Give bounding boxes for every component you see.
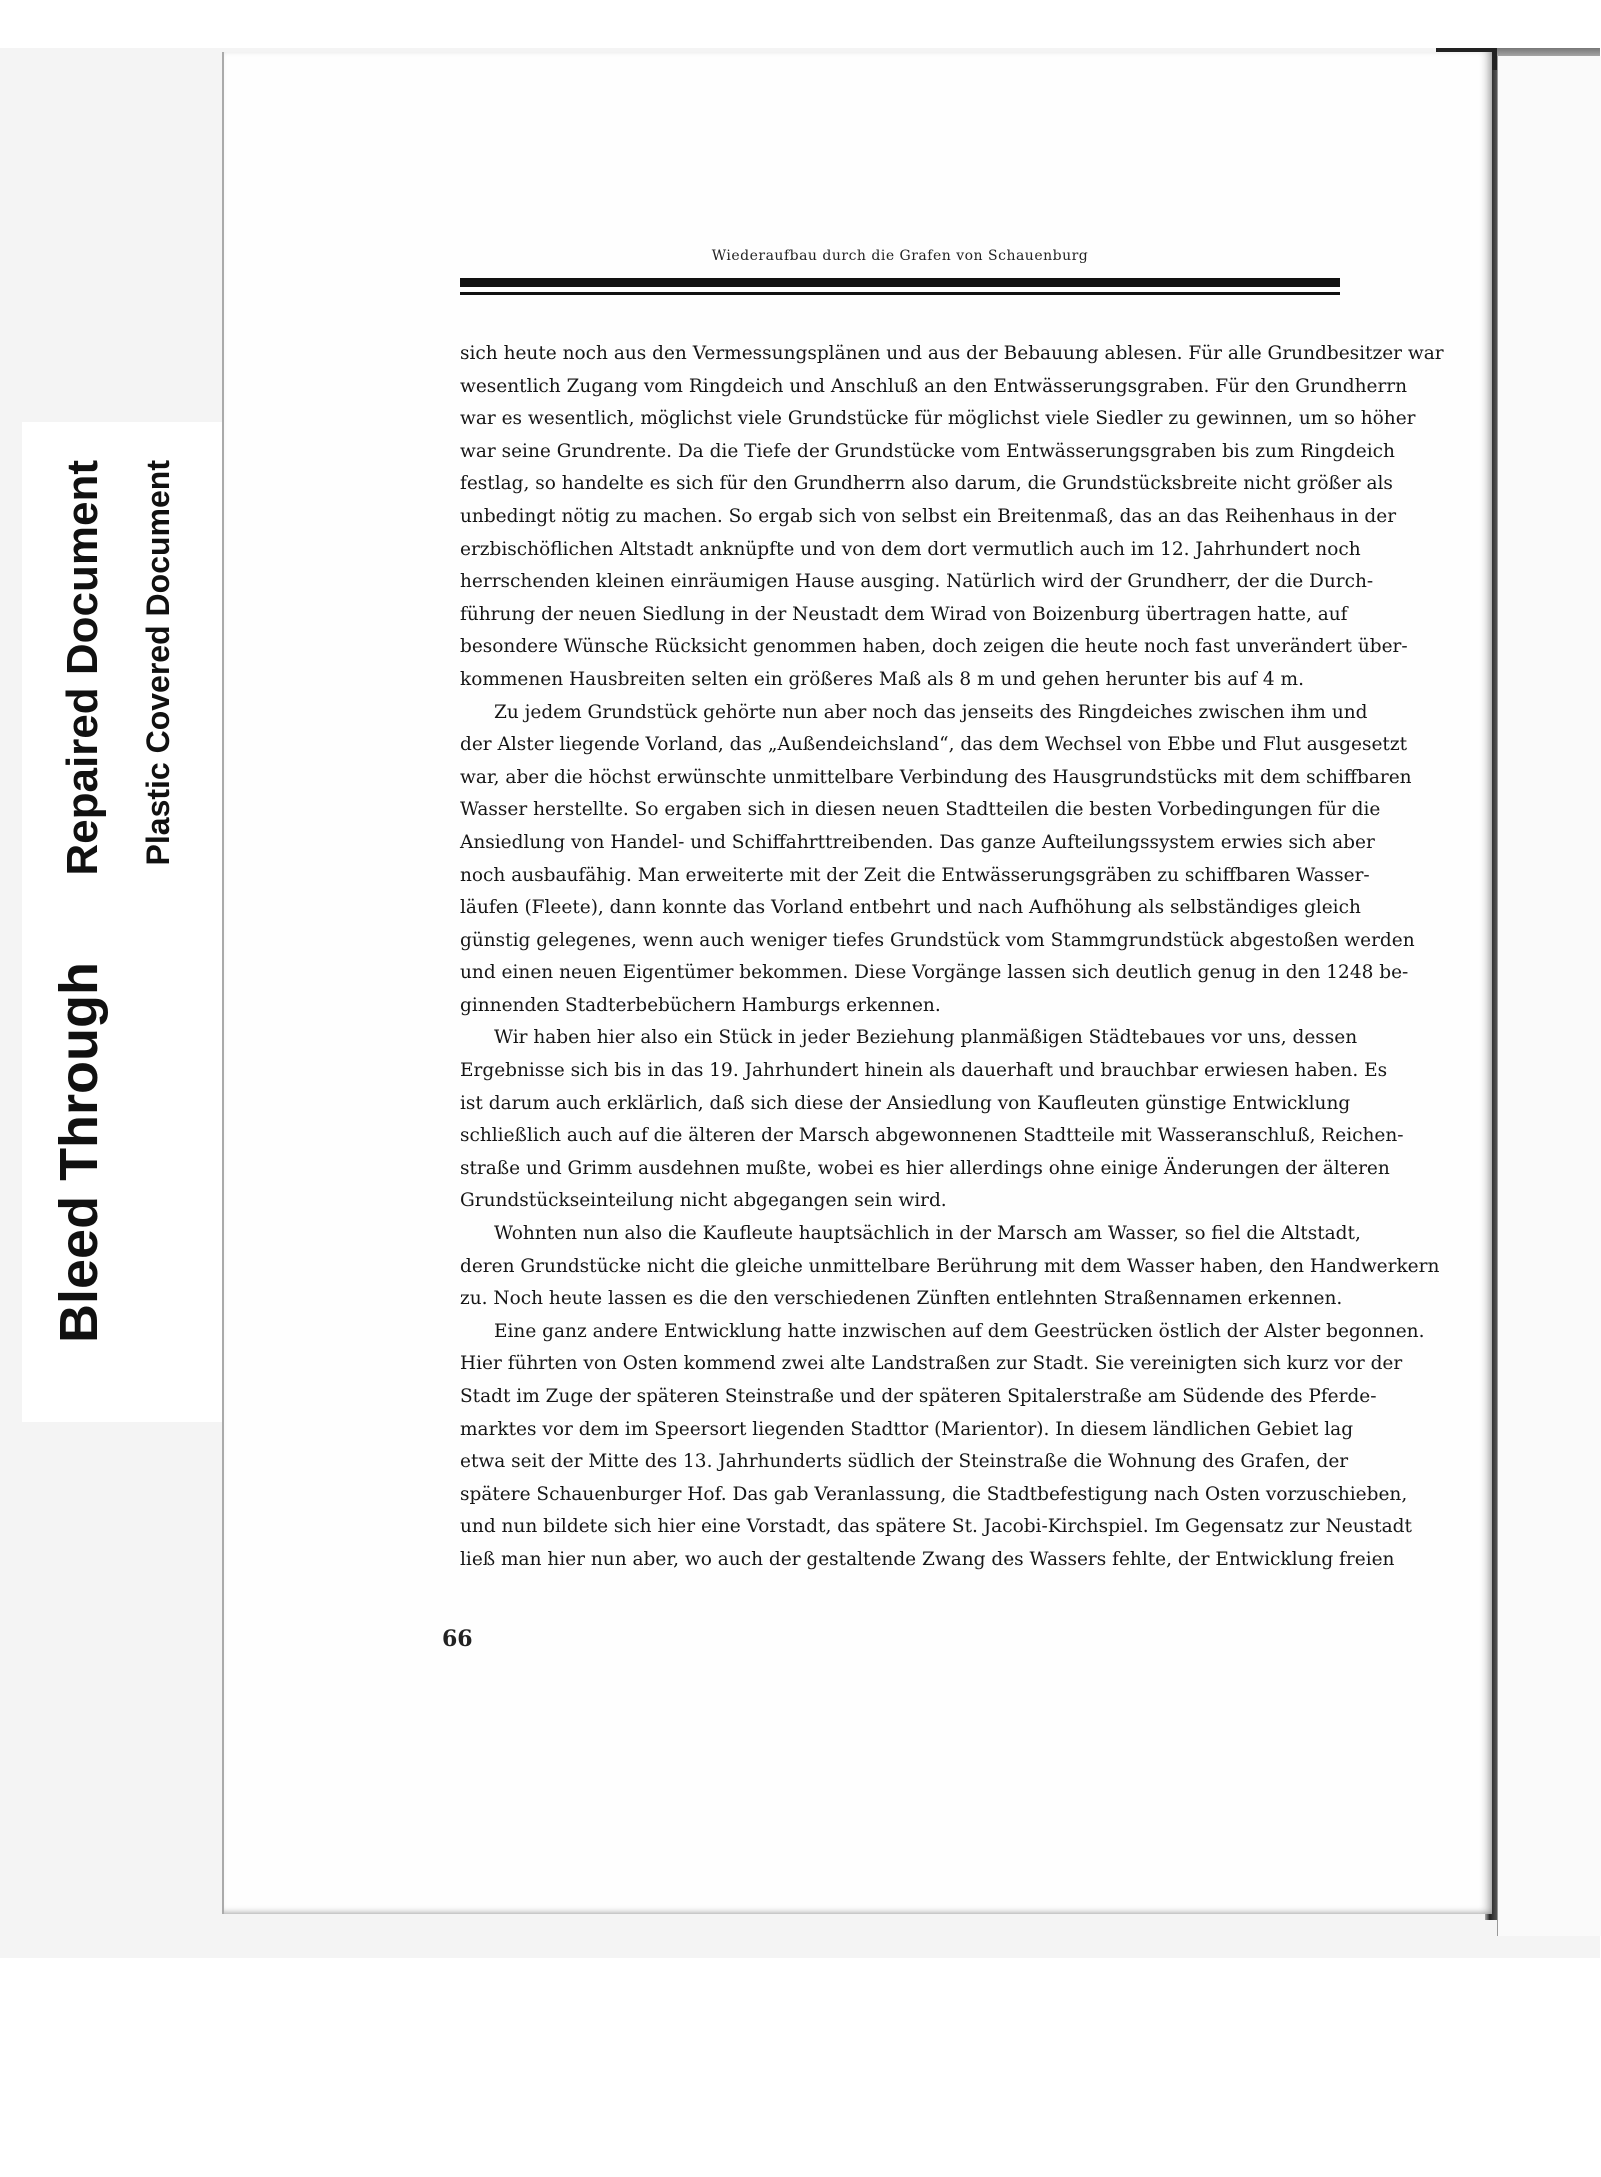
text-line: noch ausbaufähig. Man erweiterte mit der Zeit die Entwässerungsgräben zu schiffbaren Wasser- — [460, 864, 1370, 886]
text-line: schließlich auch auf die älteren der Marsch abgewonnenen Stadtteile mit Wasseranschluß, Reichen- — [460, 1125, 1404, 1147]
text-line: Ergebnisse sich bis in das 19. Jahrhundert hinein als dauerhaft und brauchbar erwiesen haben. Es — [460, 1060, 1388, 1082]
text-line: war es wesentlich, möglichst viele Grundstücke für möglichst viele Siedler zu gewinnen, um so höher — [460, 408, 1416, 430]
plastic-covered-label: Plastic Covered Document — [140, 460, 176, 866]
document-type-label — [22, 422, 230, 1422]
header-rule-thin — [460, 292, 1340, 295]
text-line: deren Grundstücke nicht die gleiche unmittelbare Berührung mit dem Wasser haben, den Handwerkern — [460, 1255, 1440, 1277]
label-box-top — [22, 422, 230, 952]
text-line: festlag, so handelte es sich für den Grundherrn also darum, die Grundstücksbreite nicht größer als — [460, 473, 1393, 495]
text-line: läufen (Fleete), dann konnte das Vorland entbehrt und nach Aufhöhung als selbständiges gleich — [460, 897, 1361, 919]
text-line: erzbischöflichen Altstadt anknüpfte und von dem dort vermutlich auch im 12. Jahrhundert noch — [460, 538, 1361, 560]
text-line: Ansiedlung von Handel- und Schiffahrttreibenden. Das ganze Aufteilungssystem erwies sich aber — [460, 831, 1375, 853]
text-line: günstig gelegenes, wenn auch weniger tiefes Grundstück vom Stammgrundstück abgestoßen werden — [460, 929, 1415, 951]
text-line: Wir haben hier also ein Stück in jeder Beziehung planmäßigen Städtebaues vor uns, dessen — [494, 1027, 1358, 1049]
text-line: besondere Wünsche Rücksicht genommen haben, doch zeigen die heute noch fast unverändert über- — [460, 636, 1408, 658]
text-line: ist darum auch erklärlich, daß sich diese der Ansiedlung von Kaufleuten günstige Entwicklung — [460, 1092, 1351, 1114]
text-line: ließ man hier nun aber, wo auch der gestaltende Zwang des Wassers fehlte, der Entwicklung freien — [460, 1548, 1395, 1570]
body-text — [460, 338, 1444, 1577]
text-line: spätere Schauenburger Hof. Das gab Veranlassung, die Stadtbefestigung nach Osten vorzuschieben, — [460, 1483, 1408, 1505]
text-line: und einen neuen Eigentümer bekommen. Diese Vorgänge lassen sich deutlich genug in den 1248 be- — [460, 962, 1409, 984]
text-line: etwa seit der Mitte des 13. Jahrhunderts südlich der Steinstraße die Wohnung des Grafen, der — [460, 1451, 1349, 1473]
text-line: unbedingt nötig zu machen. So ergab sich von selbst ein Breitenmaß, das an das Reihenhaus in der — [460, 505, 1397, 527]
header-rule-thick — [460, 278, 1340, 287]
text-line: Eine ganz andere Entwicklung hatte inzwischen auf dem Geestrücken östlich der Alster begonnen. — [494, 1320, 1425, 1342]
text-line: zu. Noch heute lassen es die den verschiedenen Zünften entlehnten Straßennamen erkennen. — [460, 1288, 1343, 1310]
text-line: straße und Grimm ausdehnen mußte, wobei es hier allerdings ohne einige Änderungen der älteren — [460, 1157, 1390, 1179]
text-line: Wohnten nun also die Kaufleute hauptsächlich in der Marsch am Wasser, so fiel die Altstadt, — [494, 1223, 1361, 1245]
text-line: war, aber die höchst erwünschte unmittelbare Verbindung des Hausgrundstücks mit dem schiffbaren — [460, 766, 1412, 788]
text-line: und nun bildete sich hier eine Vorstadt, das spätere St. Jacobi-Kirchspiel. Im Gegensatz zur Neustadt — [460, 1516, 1412, 1538]
text-line: kommenen Hausbreiten selten ein größeres Maß als 8 m und gehen herunter bis auf 4 m. — [460, 668, 1304, 690]
text-line: der Alster liegende Vorland, das „Außendeichsland“, das dem Wechsel von Ebbe und Flut ausgesetzt — [460, 734, 1408, 756]
text-line: führung der neuen Siedlung in der Neustadt dem Wirad von Boizenburg übertragen hatte, auf — [460, 603, 1348, 625]
text-line: ginnenden Stadterbebüchern Hamburgs erkennen. — [460, 994, 941, 1016]
page-number: 66 — [442, 1626, 473, 1652]
bleed-through-label: Bleed Through — [49, 962, 109, 1343]
text-line: sich heute noch aus den Vermessungsplänen und aus der Bebauung ablesen. Für alle Grundbesitzer war — [460, 343, 1444, 364]
text-line: herrschenden kleinen einräumigen Hause ausging. Natürlich wird der Grundherr, der die Durch- — [460, 571, 1374, 593]
text-line: marktes vor dem im Speersort liegenden Stadttor (Marientor). In diesem ländlichen Gebiet lag — [460, 1418, 1354, 1440]
facing-page — [1497, 56, 1601, 1936]
repaired-document-label: Repaired Document — [58, 460, 107, 876]
text-line: wesentlich Zugang vom Ringdeich und Anschluß an den Entwässerungsgraben. Für den Grundherrn — [460, 375, 1408, 397]
text-line: Hier führten von Osten kommend zwei alte Landstraßen zur Stadt. Sie vereinigten sich kurz vor der — [460, 1353, 1403, 1375]
running-head: Wiederaufbau durch die Grafen von Schauenburg — [711, 248, 1089, 264]
text-line: Grundstückseinteilung nicht abgegangen sein wird. — [460, 1190, 947, 1212]
text-line: war seine Grundrente. Da die Tiefe der Grundstücke vom Entwässerungsgraben bis zum Ringdeich — [460, 440, 1395, 462]
text-line: Zu jedem Grundstück gehörte nun aber noch das jenseits des Ringdeiches zwischen ihm und — [494, 701, 1368, 723]
text-line: Stadt im Zuge der späteren Steinstraße und der späteren Spitalerstraße am Südende des Pferde- — [460, 1386, 1377, 1407]
text-line: Wasser herstellte. So ergaben sich in diesen neuen Stadtteilen die besten Vorbedingungen für die — [460, 799, 1381, 821]
